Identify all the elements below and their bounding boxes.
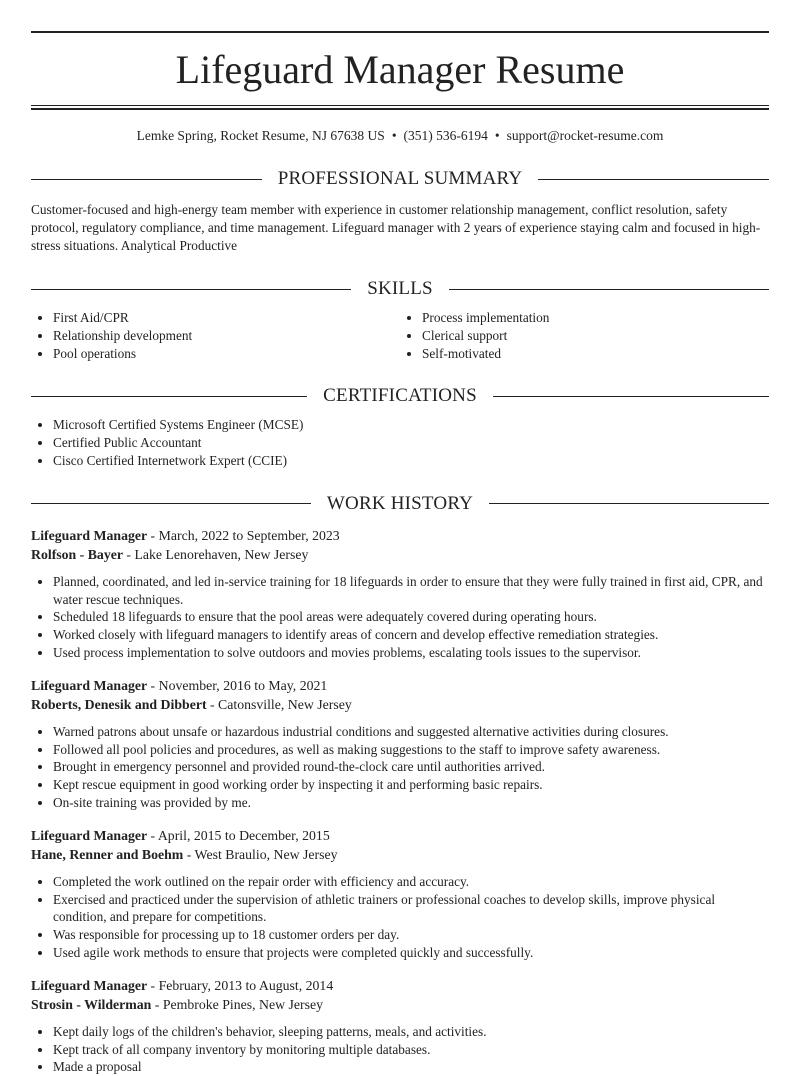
job-company: Roberts, Denesik and Dibbert (31, 697, 207, 713)
list-item: • Clerical support (422, 327, 769, 345)
list-item: • Self-motivated (422, 345, 769, 363)
top-rule (31, 31, 769, 33)
list-item: • Kept track of all company inventory by monitoring multiple databases. (53, 1041, 769, 1059)
work-history-list (31, 526, 769, 1076)
job-bullets (31, 1023, 769, 1076)
job-company-row: Roberts, Denesik and Dibbert - Catonsville, New Jersey (31, 697, 352, 713)
job-title: Lifeguard Manager (31, 677, 148, 693)
job-company-row: Hane, Renner and Boehm - West Braulio, New Jersey (31, 847, 338, 863)
contact-phone: (351) 536-6194 (403, 128, 488, 143)
section-heading-work-history (31, 492, 769, 516)
job-location: Pembroke Pines, New Jersey (162, 997, 324, 1013)
job-company: Hane, Renner and Boehm (31, 847, 184, 863)
list-item: • Scheduled 18 lifeguards to ensure that the pool areas were adequately covered during operating hours. (53, 608, 769, 626)
job-dates: March, 2022 to September, 2023 (158, 527, 340, 543)
double-rule (31, 105, 769, 110)
list-item: • On-site training was provided by me. (53, 794, 769, 812)
list-item: • Cisco Certified Internetwork Expert (CCIE) (53, 452, 769, 470)
job-company: Rolfson - Bayer (31, 547, 123, 563)
section-heading-skills (31, 277, 769, 301)
list-item: • Used agile work methods to ensure that projects were completed quickly and successfully. (53, 944, 769, 962)
list-item: • Made a proposal (53, 1058, 769, 1076)
job-location: Lake Lenorehaven, New Jersey (134, 547, 309, 563)
job-bullets (31, 873, 769, 962)
job-title-row: Lifeguard Manager - November, 2016 to May, 2021 (31, 677, 328, 693)
list-item: • Pool operations (53, 345, 400, 363)
job-entry (31, 526, 769, 662)
skills-column-right (400, 309, 769, 362)
list-item: • Kept rescue equipment in good working order by inspecting it and performing basic repairs. (53, 776, 769, 794)
job-dates: November, 2016 to May, 2021 (158, 677, 328, 693)
job-title-row: Lifeguard Manager - March, 2022 to September, 2023 (31, 527, 340, 543)
skills-list (31, 301, 769, 362)
job-company-row: Strosin - Wilderman - Pembroke Pines, New Jersey (31, 997, 324, 1013)
section-title: CERTIFICATIONS (323, 385, 477, 407)
section-title: WORK HISTORY (326, 492, 474, 514)
job-dates: April, 2015 to December, 2015 (157, 827, 330, 843)
contact-email[interactable]: support@rocket-resume.com (506, 128, 664, 143)
list-item: • Microsoft Certified Systems Engineer (MCSE) (53, 416, 769, 434)
section-title: SKILLS (367, 278, 433, 299)
list-item: • First Aid/CPR (53, 309, 400, 327)
list-item: • Worked closely with lifeguard managers to identify areas of concern and develop effective remediation strategies. (53, 626, 769, 644)
job-entry (31, 976, 769, 1076)
list-item: • Used process implementation to solve outdoors and movies problems, escalating tools issues to the supervisor. (53, 644, 769, 662)
job-entry (31, 676, 769, 812)
separator: • (391, 128, 397, 143)
section-heading-summary (31, 167, 769, 191)
job-entry (31, 826, 769, 962)
list-item: • Kept daily logs of the children's behavior, sleeping patterns, meals, and activities. (53, 1023, 769, 1041)
job-bullets (31, 723, 769, 812)
resume-title: Lifeguard Manager Resume (175, 47, 625, 92)
contact-address: Lemke Spring, Rocket Resume, NJ 67638 US (136, 128, 385, 143)
list-item: • Followed all pool policies and procedures, as well as making suggestions to the staff to improve safety awareness. (53, 741, 769, 759)
section-heading-certifications (31, 384, 769, 408)
job-location: Catonsville, New Jersey (218, 697, 352, 713)
job-company-row: Rolfson - Bayer - Lake Lenorehaven, New Jersey (31, 547, 309, 563)
job-title: Lifeguard Manager (31, 827, 148, 843)
contact-line (31, 127, 769, 145)
list-item: • Exercised and practiced under the supervision of athletic trainers or professional coaches to develop skills, improve physical condition, and prepare for competitions. (53, 891, 769, 927)
job-title-row: Lifeguard Manager - February, 2013 to August, 2014 (31, 977, 334, 993)
list-item: • Planned, coordinated, and led in-service training for 18 lifeguards in order to ensure that they were fully trained in first aid, CPR, and water rescue techniques. (53, 573, 769, 609)
job-title-row: Lifeguard Manager - April, 2015 to December, 2015 (31, 827, 330, 843)
job-location: West Braulio, New Jersey (194, 847, 338, 863)
list-item: • Certified Public Accountant (53, 434, 769, 452)
job-title: Lifeguard Manager (31, 527, 148, 543)
job-company: Strosin - Wilderman (31, 997, 152, 1013)
list-item: • Brought in emergency personnel and provided round-the-clock care until authorities arrived. (53, 758, 769, 776)
list-item: • Process implementation (422, 309, 769, 327)
job-dates: February, 2013 to August, 2014 (158, 977, 334, 993)
certifications-list (31, 416, 769, 469)
list-item: • Warned patrons about unsafe or hazardous industrial conditions and suggested alternative activities during closures. (53, 723, 769, 741)
skills-column-left (31, 309, 400, 362)
job-title: Lifeguard Manager (31, 977, 148, 993)
list-item: • Relationship development (53, 327, 400, 345)
list-item: • Was responsible for processing up to 18 customer orders per day. (53, 926, 769, 944)
section-title: PROFESSIONAL SUMMARY (277, 168, 523, 189)
summary-text: Customer-focused and high-energy team member with experience in customer relationship management, conflict resolution, safety protocol, regulatory compliance, and time management. Lifeguard manager with 2 years of experience staying calm and focused in high-stress situations. Analytical Productive (31, 202, 761, 253)
list-item: • Completed the work outlined on the repair order with efficiency and accuracy. (53, 873, 769, 891)
job-bullets (31, 573, 769, 662)
separator: • (494, 128, 500, 143)
